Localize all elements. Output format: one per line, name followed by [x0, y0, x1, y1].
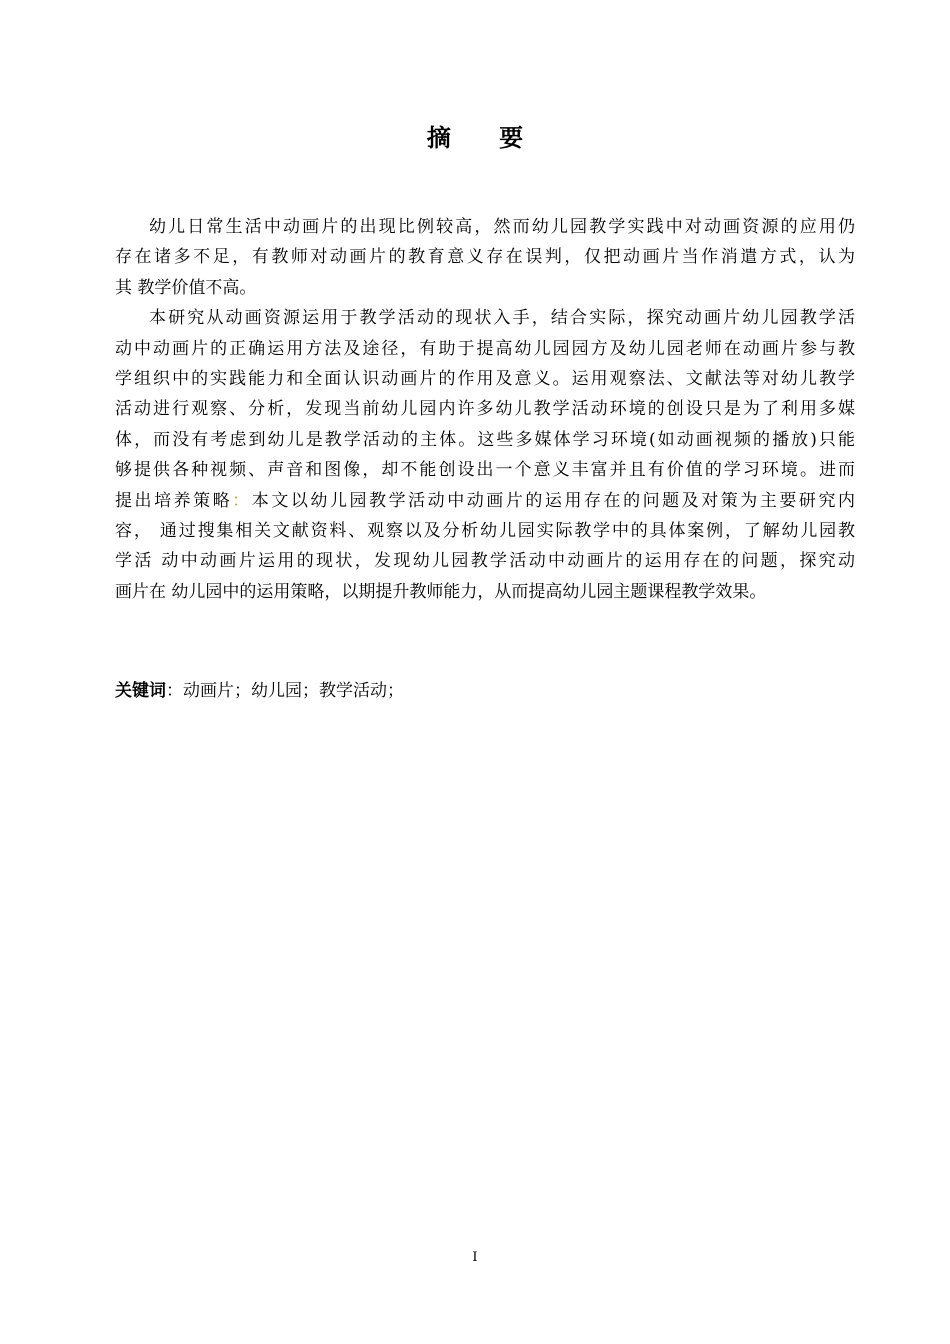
text-line: 幼儿日常生活中动画片的出现比例较高，然而幼儿园教学实践中对动画资源的应用仍 [149, 217, 855, 237]
text-line: 体，而没有考虑到幼儿是教学活动的主体。这些多媒体学习环境(如动画视频的播放)只能 [115, 429, 855, 450]
text-line: 存在诸多不足，有教师对动画片的教育意义存在误判，仅把动画片当作消遣方式，认为 [115, 247, 855, 268]
keywords-label: 关键词 [115, 681, 166, 701]
abstract-title: 摘 要 [426, 124, 544, 152]
page-number: I [472, 1250, 478, 1265]
text-line: 够提供各种视频、声音和图像，却不能创设出一个意义丰富并且有价值的学习环境。进而 [115, 460, 855, 481]
text-line: 活动进行观察、分析，发现当前幼儿园内许多幼儿教学活动环境的创设只是为了利用多媒 [115, 399, 855, 420]
text-line: 其 教学价值不高。 [115, 277, 257, 298]
text-line: 画片在 幼儿园中的运用策略，以期提升教师能力，从而提高幼儿园主题课程教学效果。 [115, 581, 767, 602]
highlighted-colon: ： [232, 490, 252, 511]
text-segment: 本文以幼儿园教学活动中动画片的运用存在的问题及对策为主要研究内 [251, 490, 856, 511]
text-line: 学活 动中动画片运用的现状，发现幼儿园教学活动中动画片的运用存在的问题，探究动 [115, 551, 855, 572]
keywords-value: 动画片；幼儿园；教学活动； [183, 681, 404, 701]
text-line: 容， 通过搜集相关文献资料、观察以及分析幼儿园实际教学中的具体案例，了解幼儿园教 [115, 521, 855, 542]
text-line: 本研究从动画资源运用于教学活动的现状入手，结合实际，探究动画片幼儿园教学活 [149, 308, 855, 329]
abstract-paragraph-2 [115, 303, 855, 607]
text-line: 动中动画片的正确运用方法及途径，有助于提高幼儿园园方及幼儿园老师在动画片参与教 [115, 338, 855, 359]
keywords-separator: ： [166, 681, 183, 701]
keywords-line [115, 676, 404, 706]
text-line: 学组织中的实践能力和全面认识动画片的作用及意义。运用观察法、文献法等对幼儿教学 [115, 369, 855, 390]
abstract-paragraph-1 [115, 212, 855, 303]
text-segment: 提出培养策略 [115, 490, 233, 511]
text-line [115, 486, 855, 516]
abstract-body [115, 212, 855, 607]
